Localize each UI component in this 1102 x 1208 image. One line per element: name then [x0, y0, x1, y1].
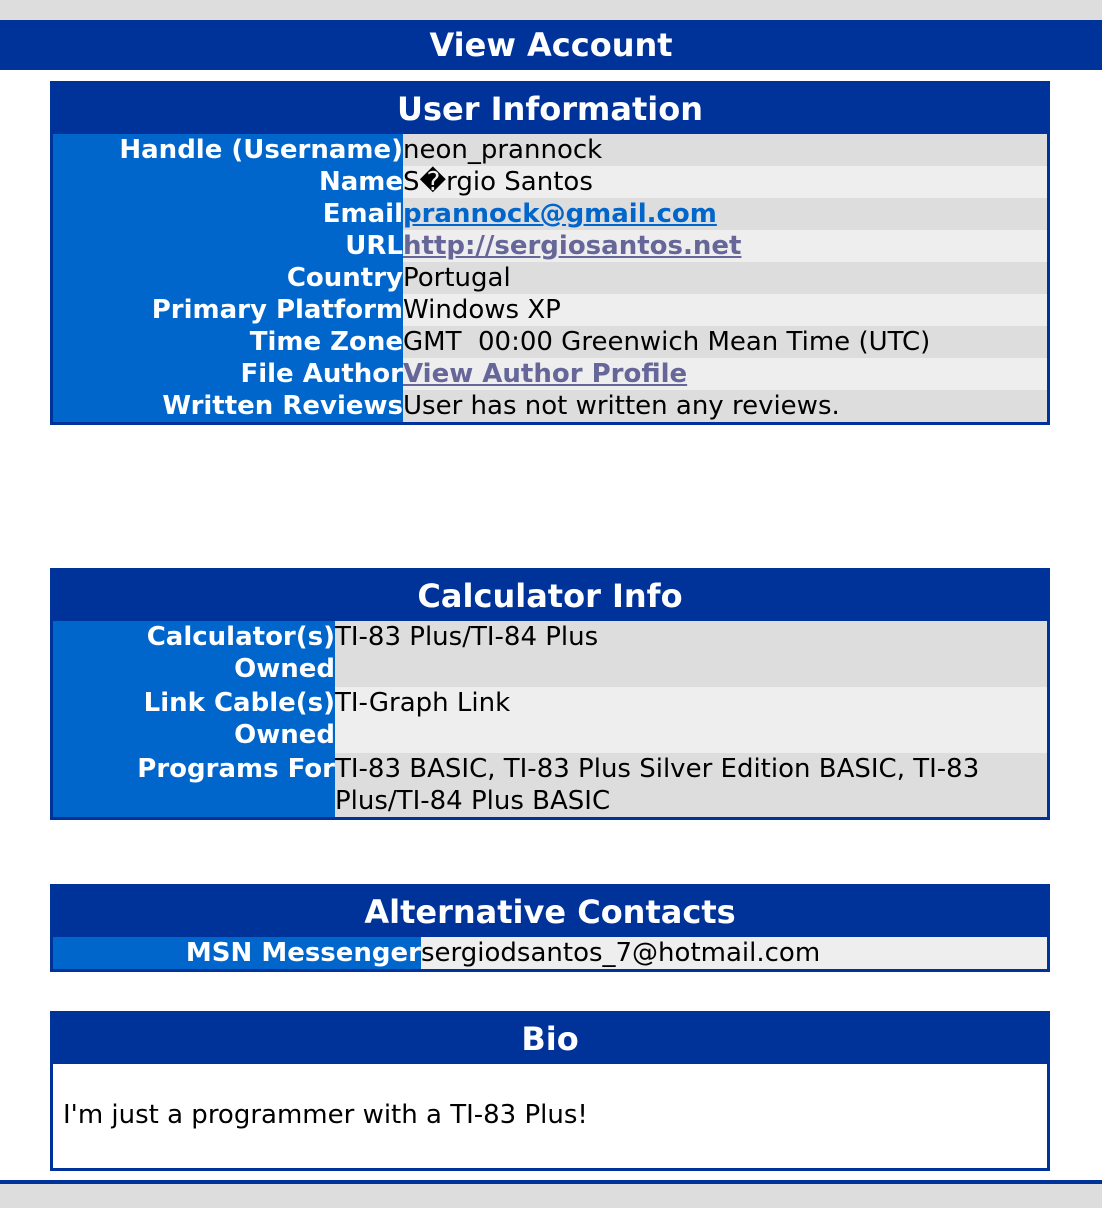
value-name: S�rgio Santos	[403, 166, 1047, 198]
row-email	[53, 198, 1047, 230]
row-programs-for	[53, 753, 1047, 817]
panel-title-bio: Bio	[53, 1014, 1047, 1064]
label-msn: MSN Messenger	[53, 937, 421, 969]
label-link-cables: Link Cable(s) Owned	[53, 687, 335, 753]
panel-title-calculator-info: Calculator Info	[53, 571, 1047, 621]
row-msn	[53, 937, 1047, 969]
label-handle: Handle (Username)	[53, 134, 403, 166]
value-calculators: TI-83 Plus/TI-84 Plus	[335, 621, 1047, 687]
alternative-contacts-table	[53, 937, 1047, 969]
calculator-info-panel	[50, 568, 1050, 820]
label-platform: Primary Platform	[53, 294, 403, 326]
value-reviews: User has not written any reviews.	[403, 390, 1047, 422]
value-country: Portugal	[403, 262, 1047, 294]
panel-title-alternative-contacts: Alternative Contacts	[53, 887, 1047, 937]
value-link-cables: TI-Graph Link	[335, 687, 1047, 753]
row-calculators	[53, 621, 1047, 687]
row-file-author	[53, 358, 1047, 390]
row-reviews	[53, 390, 1047, 422]
value-url-cell	[403, 230, 1047, 262]
label-calculators: Calculator(s) Owned	[53, 621, 335, 687]
row-link-cables	[53, 687, 1047, 753]
row-name	[53, 166, 1047, 198]
page-title: View Account	[0, 20, 1102, 70]
value-platform: Windows XP	[403, 294, 1047, 326]
value-email-cell	[403, 198, 1047, 230]
value-msn: sergiodsantos_7@hotmail.com	[421, 937, 1047, 969]
label-email: Email	[53, 198, 403, 230]
website-link[interactable]: http://sergiosantos.net	[403, 231, 742, 261]
email-link[interactable]: prannock@gmail.com	[403, 199, 717, 229]
label-name: Name	[53, 166, 403, 198]
calculator-info-table	[53, 621, 1047, 817]
row-platform	[53, 294, 1047, 326]
value-programs-for: TI-83 BASIC, TI-83 Plus Silver Edition BASIC, TI-83 Plus/TI-84 Plus BASIC	[335, 753, 1047, 817]
bottom-strip	[0, 1184, 1102, 1208]
row-country	[53, 262, 1047, 294]
value-timezone: GMT 00:00 Greenwich Mean Time (UTC)	[403, 326, 1047, 358]
label-country: Country	[53, 262, 403, 294]
alternative-contacts-panel	[50, 884, 1050, 972]
panel-title-user-information: User Information	[53, 84, 1047, 134]
author-profile-link[interactable]: View Author Profile	[403, 359, 688, 389]
label-url: URL	[53, 230, 403, 262]
label-timezone: Time Zone	[53, 326, 403, 358]
user-information-table	[53, 134, 1047, 422]
row-handle	[53, 134, 1047, 166]
user-information-panel	[50, 81, 1050, 425]
top-strip	[0, 0, 1102, 20]
row-url	[53, 230, 1047, 262]
value-file-author-cell	[403, 358, 1047, 390]
bio-panel	[50, 1011, 1050, 1171]
label-file-author: File Author	[53, 358, 403, 390]
value-handle: neon_prannock	[403, 134, 1047, 166]
label-programs-for: Programs For	[53, 753, 335, 817]
label-reviews: Written Reviews	[53, 390, 403, 422]
row-timezone	[53, 326, 1047, 358]
bio-text: I'm just a programmer with a TI-83 Plus!	[53, 1064, 1047, 1168]
